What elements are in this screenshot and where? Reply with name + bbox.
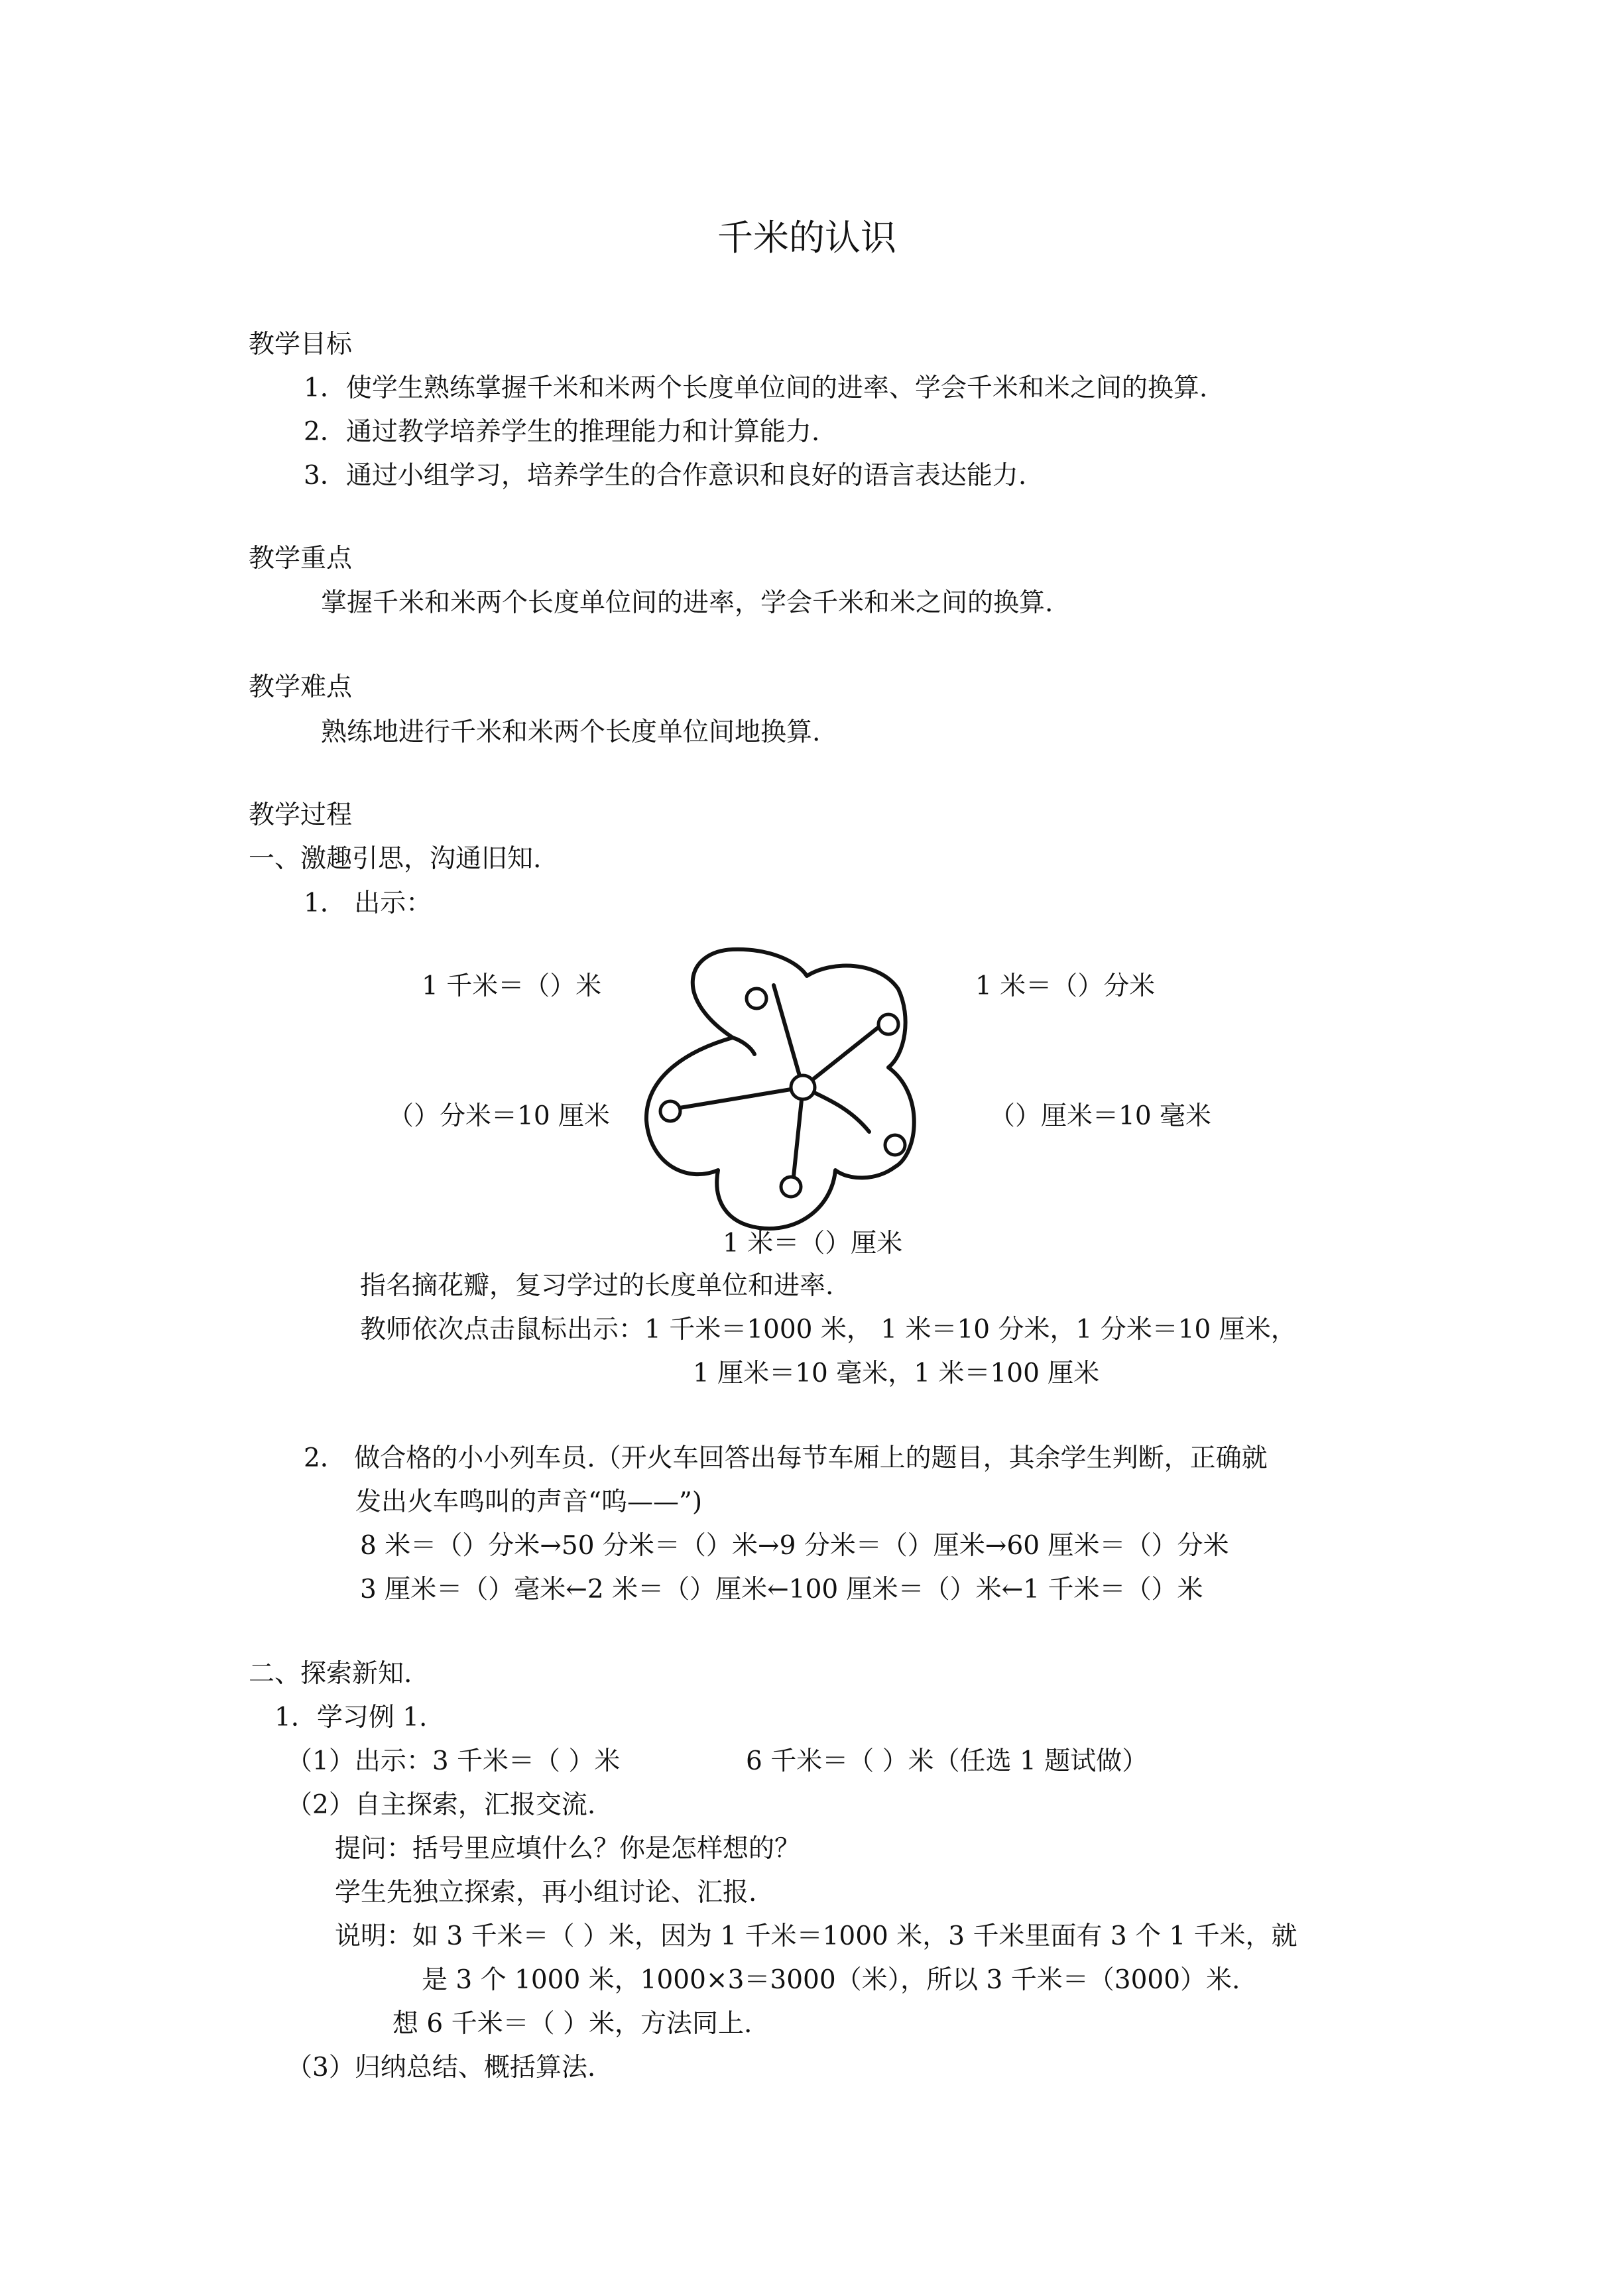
flower-label-mid-right: （）厘米＝10 毫米 — [989, 1101, 1212, 1131]
part2-s1b: 6 千米＝（ ）米（任选 1 题试做） — [746, 1746, 1148, 1776]
goal-item: 2．通过教学培养学生的推理能力和计算能力. — [304, 417, 820, 447]
flower-label-mid-left: （）分米＝10 厘米 — [388, 1101, 611, 1131]
part2-heading: 二、探索新知. — [249, 1659, 412, 1689]
flower-label-bottom: 1 米＝（）厘米 — [723, 1229, 903, 1258]
part1-note2: 教师依次点击鼠标出示：1 千米＝1000 米， 1 米＝10 分米，1 分米＝10 厘米， — [360, 1315, 1297, 1345]
process-heading: 教学过程 — [249, 800, 353, 830]
flower-center — [791, 1075, 815, 1099]
page-title: 千米的认识 — [717, 217, 896, 259]
flower-label-top-right: 1 米＝（）分米 — [975, 971, 1156, 1001]
key-text: 掌握千米和米两个长度单位间的进率，学会千米和米之间的换算. — [321, 588, 1053, 618]
flower-label-top-left: 1 千米＝（）米 — [422, 971, 602, 1001]
part2-s3: （3）归纳总结、概括算法. — [286, 2053, 596, 2083]
part2-s1a: （1）出示：3 千米＝（ ）米 — [286, 1746, 621, 1776]
train-row-2: 3 厘米＝（）毫米←2 米＝（）厘米←100 厘米＝（）米←1 千米＝（）米 — [360, 1575, 1203, 1604]
part2-think: 想 6 千米＝（ ）米，方法同上. — [392, 2009, 752, 2039]
part2-explain-1: 说明：如 3 千米＝（ ）米，因为 1 千米＝1000 米，3 千米里面有 3 个 1 千米，就 — [335, 1921, 1297, 1951]
part2-explain-2: 是 3 个 1000 米，1000×3＝3000（米），所以 3 千米＝（3000）米. — [422, 1965, 1240, 1995]
goals-heading: 教学目标 — [249, 330, 353, 359]
part2-step1: 1．学习例 1. — [274, 1703, 428, 1732]
flower-center-notch — [733, 1038, 754, 1054]
part1-step2-line2: 发出火车鸣叫的声音“呜——”) — [355, 1487, 703, 1517]
petal-dot — [747, 989, 766, 1008]
petal-dot — [660, 1101, 680, 1121]
difficulty-text: 熟练地进行千米和米两个长度单位间地换算. — [321, 717, 821, 747]
part1-note3: 1 厘米＝10 毫米，1 米＝100 厘米 — [693, 1359, 1100, 1388]
flower-diagram — [633, 941, 951, 1253]
petal-dot — [781, 1177, 801, 1197]
key-heading: 教学重点 — [249, 544, 353, 574]
difficulty-heading: 教学难点 — [249, 672, 353, 702]
part1-step2-line1: 2． 做合格的小小列车员.（开火车回答出每节车厢上的题目，其余学生判断，正确就 — [304, 1443, 1268, 1473]
petal-dot — [885, 1135, 905, 1155]
part1-note1: 指名摘花瓣，复习学过的长度单位和进率. — [360, 1271, 834, 1301]
petal-dot — [878, 1014, 898, 1034]
part1-heading: 一、激趣引思，沟通旧知. — [249, 844, 542, 874]
goal-item: 3．通过小组学习，培养学生的合作意识和良好的语言表达能力. — [304, 461, 1027, 491]
part2-s2: （2）自主探索，汇报交流. — [286, 1790, 596, 1820]
part2-discuss: 学生先独立探索，再小组讨论、汇报. — [335, 1878, 757, 1907]
part1-step1: 1． 出示： — [304, 888, 432, 918]
train-row-1: 8 米＝（）分米→50 分米＝（）米→9 分米＝（）厘米→60 厘米＝（）分米 — [360, 1531, 1229, 1561]
part2-question: 提问：括号里应填什么？你是怎样想的？ — [335, 1834, 801, 1864]
goal-item: 1．使学生熟练掌握千米和米两个长度单位间的进率、学会千米和米之间的换算. — [304, 373, 1208, 403]
